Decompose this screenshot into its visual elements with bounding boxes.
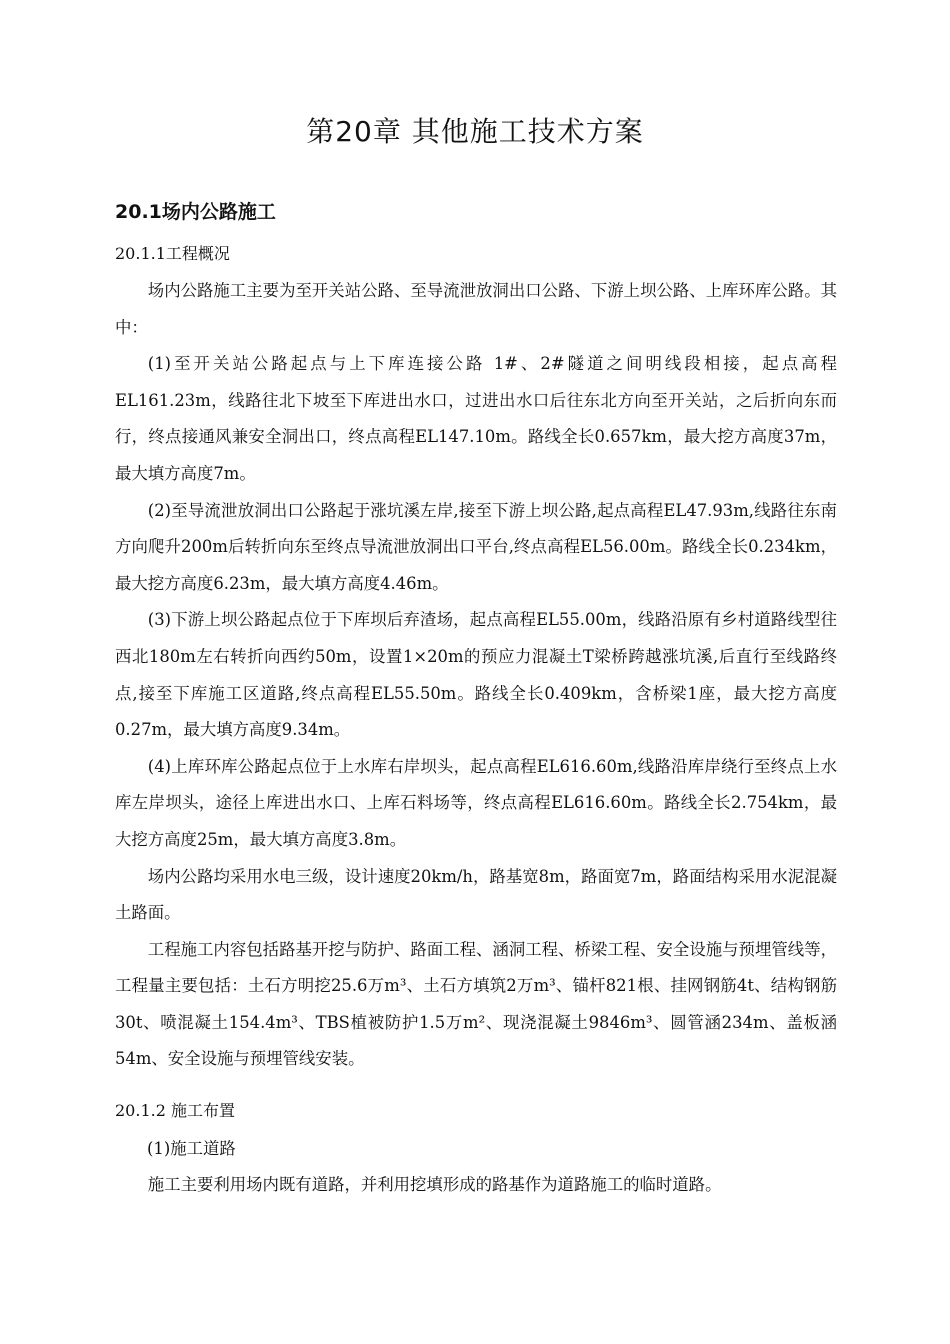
section-heading: 20.1场内公路施工 xyxy=(115,201,276,223)
chapter-title: 第20章 其他施工技术方案 xyxy=(306,115,644,148)
paragraph: (2)至导流泄放洞出口公路起于涨坑溪左岸,接至下游上坝公路,起点高程EL47.93m,线路往东南方向爬升200m后转折向东至终点导流泄放洞出口平台,终点高程EL56.00m。路线全长0.234km，最大挖方高度6.23m，最大填方高度4.46m。 xyxy=(115,500,837,593)
subsection-heading-overview: 20.1.1工程概况 xyxy=(115,244,230,263)
paragraph: (4)上库环库公路起点位于上水库右岸坝头，起点高程EL616.60m,线路沿库岸绕行至终点上水库左岸坝头，途径上库进出水口、上库石料场等，终点高程EL616.60m。路线全长2.754km，最大挖方高度25m，最大填方高度3.8m。 xyxy=(115,756,837,849)
paragraph: 施工主要利用场内既有道路，并利用挖填形成的路基作为道路施工的临时道路。 xyxy=(147,1175,722,1194)
item-title: (1)施工道路 xyxy=(147,1139,236,1158)
paragraph: (1)至开关站公路起点与上下库连接公路 1#、2#隧道之间明线段相接，起点高程EL161.23m，线路往北下坡至下库进出水口，过进出水口后往东北方向至开关站，之后折向东而行，终点接通风兼安全洞出口，终点高程EL147.10m。路线全长0.657km，最大挖方高度37m，最大填方高度7m。 xyxy=(115,354,837,483)
paragraph: 工程施工内容包括路基开挖与防护、路面工程、涵洞工程、桥梁工程、安全设施与预埋管线等，工程量主要包括：土石方明挖25.6万m³、土石方填筑2万m³、锚杆821根、挂网钢筋4t、结构钢筋30t、喷混凝土154.4m³、TBS植被防护1.5万m²、现浇混凝土9846m³、圆管涵234m、盖板涵54m、安全设施与预埋管线安装。 xyxy=(115,939,837,1069)
paragraph: (3)下游上坝公路起点位于下库坝后弃渣场，起点高程EL55.00m，线路沿原有乡村道路线型往西北180m左右转折向西约50m，设置1×20m的预应力混凝土T梁桥跨越涨坑溪,后直行至线路终点,接至下库施工区道路,终点高程EL55.50m。路线全长0.409km，含桥梁1座，最大挖方高度0.27m，最大填方高度9.34m。 xyxy=(115,610,837,740)
paragraph: 场内公路施工主要为至开关站公路、至导流泄放洞出口公路、下游上坝公路、上库环库公路。其中： xyxy=(115,281,837,337)
subsection-heading-layout: 20.1.2 施工布置 xyxy=(115,1101,235,1120)
paragraph: 场内公路均采用水电三级，设计速度20km/h，路基宽8m，路面宽7m，路面结构采用水泥混凝土路面。 xyxy=(115,866,837,923)
overview-body xyxy=(115,273,837,1078)
